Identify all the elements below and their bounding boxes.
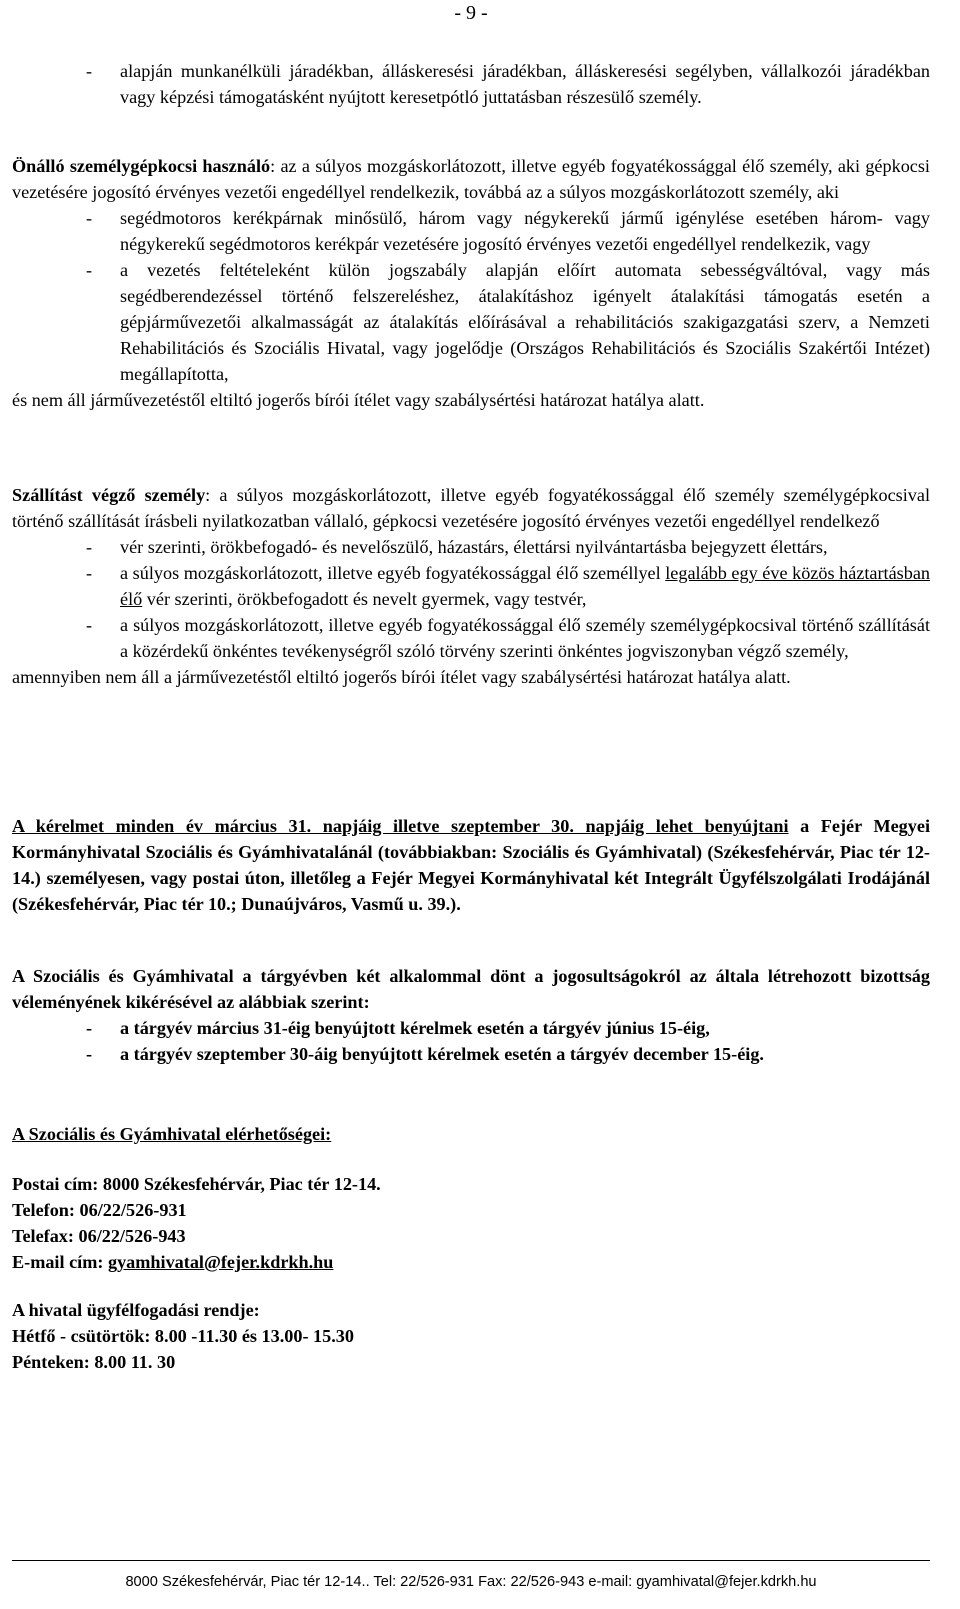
email-link[interactable]: gyamhivatal@fejer.kdrkh.hu xyxy=(107,1252,334,1272)
list-item-text: a súlyos mozgáskorlátozott, illetve egyéb fogyatékossággal élő személy személygépkocsival történő szállítását a közérdekű önkéntes tevékenységről szóló törvény szerinti önkéntes jogviszonyban végző személy, xyxy=(120,615,930,661)
contact-heading: A Szociális és Gyámhivatal elérhetőségei: xyxy=(12,1124,332,1144)
list-item-text: a vezetés feltételeként külön jogszabály alapján előírt automata sebességváltóval, vagy más segédberendezéssel történő felszereléshez, átalakításhoz igényelt átalakítási támogatás esetén a gépjárművezetői alkalmasságát az átalakítás előírásával a rehabilitációs szakigazgatási szerv, a Nemzeti Rehabilitációs és Szociális Hivatal, vagy jogelődje (Országos Rehabilitációs és Szociális Szakértői Intézet) megállapította, xyxy=(120,260,930,384)
transporter-section xyxy=(12,482,930,690)
deadline-emphasis: A kérelmet minden év március 31. napjáig illetve szeptember 30. napjáig lehet benyújtani xyxy=(12,816,789,836)
hours-weekdays: Hétfő - csütörtök: 8.00 -11.30 és 13.00- 15.30 xyxy=(12,1326,354,1346)
list-item-text: a tárgyév szeptember 30-áig benyújtott kérelmek esetén a tárgyév december 15-éig. xyxy=(120,1044,764,1064)
hours-section xyxy=(12,1297,930,1375)
list-dash: - xyxy=(86,563,93,583)
list-item-text: alapján munkanélküli járadékban, álláskeresési járadékban, álláskeresési segélyben, vállalkozói járadékban vagy képzési támogatásként nyújtott keresetpótló juttatásban részesülő személy. xyxy=(120,61,930,107)
list-dash: - xyxy=(86,1044,93,1064)
list-item xyxy=(12,257,930,387)
decision-section xyxy=(12,963,930,1067)
decision-paragraph: A Szociális és Gyámhivatal a tárgyévben két alkalommal dönt a jogosultságokról az általa létrehozott bizottság véleményének kikérésével az alábbiak szerint: xyxy=(12,966,930,1012)
postal-address: Postai cím: 8000 Székesfehérvár, Piac tér 12-14. xyxy=(12,1174,381,1194)
list-dash: - xyxy=(86,208,93,228)
hours-friday: Pénteken: 8.00 11. 30 xyxy=(12,1352,176,1372)
list-item xyxy=(12,560,930,612)
list-dash: - xyxy=(86,1018,93,1038)
transporter-definition-text: : a súlyos mozgáskorlátozott, illetve egyéb fogyatékossággal élő személy személygépkocsival történő szállítását írásbeli nyilatkozatban vállaló, gépkocsi vezetésére jogosító érvényes vezetői engedéllyel rendelkező xyxy=(12,485,930,531)
driver-section xyxy=(12,153,930,413)
list-item-text: vér szerinti, örökbefogadó- és nevelőszülő, házastárs, élettársi nyilvántartásba bejegyzett élettárs, xyxy=(120,537,828,557)
driver-definition-text: : az a súlyos mozgáskorlátozott, illetve egyéb fogyatékossággal élő személy, aki gépkocsi vezetésére jogosító érvényes vezetői engedéllyel rendelkezik, továbbá az a súlyos mozgáskorlátozott személy, aki xyxy=(12,156,930,202)
driver-definition xyxy=(12,153,930,205)
page-number: - 9 - xyxy=(454,2,488,24)
list-dash: - xyxy=(86,615,93,635)
list-item xyxy=(12,205,930,257)
phone-number: Telefon: 06/22/526-931 xyxy=(12,1200,187,1220)
deadline-text: a Fejér Megyei Kormányhivatal Szociális és Gyámhivatalánál (továbbiakban: Szociális és Gyámhivatal) (Székesfehérvár, Piac tér 12-14.) személyesen, vagy postai úton, illetőleg a Fejér Megyei Kormányhivatal két Integrált Ügyfélszolgálati Irodájánál (Székesfehérvár, Piac tér 10.; Dunaújváros, Vasmű u. 39.). xyxy=(12,816,931,914)
transporter-term: Szállítást végző személy xyxy=(12,485,206,505)
list-item-text: a súlyos mozgáskorlátozott, illetve egyéb fogyatékossággal élő személlyel xyxy=(120,563,666,583)
list-dash: - xyxy=(86,260,93,280)
list-dash: - xyxy=(86,61,93,81)
list-item-text: segédmotoros kerékpárnak minősülő, három vagy négykerekű jármű igénylése esetében három- vagy négykerekű segédmotoros kerékpár vezetésére jogosító érvényes vezetői engedéllyel rendelkezik, vagy xyxy=(120,208,930,254)
hours-heading: A hivatal ügyfélfogadási rendje: xyxy=(12,1300,260,1320)
intro-section xyxy=(12,58,930,110)
contact-section xyxy=(12,1121,930,1147)
deadline-paragraph xyxy=(12,813,930,917)
page-footer: 8000 Székesfehérvár, Piac tér 12-14.. Tel: 22/526-931 Fax: 22/526-943 e-mail: gyamhivatal@fejer.kdrkh.hu xyxy=(125,1574,817,1590)
fax-number: Telefax: 06/22/526-943 xyxy=(12,1226,186,1246)
transporter-closing: amennyiben nem áll a járművezetéstől eltiltó jogerős bírói ítélet vagy szabálysértési határozat hatálya alatt. xyxy=(12,667,791,687)
list-item xyxy=(12,1041,930,1067)
list-item xyxy=(12,612,930,664)
list-item-text-end: vér szerinti, örökbefogadott és nevelt gyermek, vagy testvér, xyxy=(142,589,587,609)
list-item-text: a tárgyév március 31-éig benyújtott kérelmek esetén a tárgyév június 15-éig, xyxy=(120,1018,710,1038)
driver-term: Önálló személygépkocsi használó xyxy=(12,156,271,176)
email-label: E-mail cím: xyxy=(12,1252,108,1272)
deadline-section xyxy=(12,813,930,917)
contact-details xyxy=(12,1171,930,1275)
list-dash: - xyxy=(86,537,93,557)
list-item xyxy=(12,1015,930,1041)
list-item xyxy=(12,534,930,560)
transporter-definition xyxy=(12,482,930,534)
footer-divider xyxy=(12,1560,930,1561)
email-line xyxy=(12,1249,930,1275)
list-item xyxy=(12,58,930,110)
underlined-phrase: legalább egy éve közös háztartásban élő xyxy=(120,563,930,609)
driver-closing: és nem áll járművezetéstől eltiltó jogerős bírói ítélet vagy szabálysértési határozat hatálya alatt. xyxy=(12,390,705,410)
